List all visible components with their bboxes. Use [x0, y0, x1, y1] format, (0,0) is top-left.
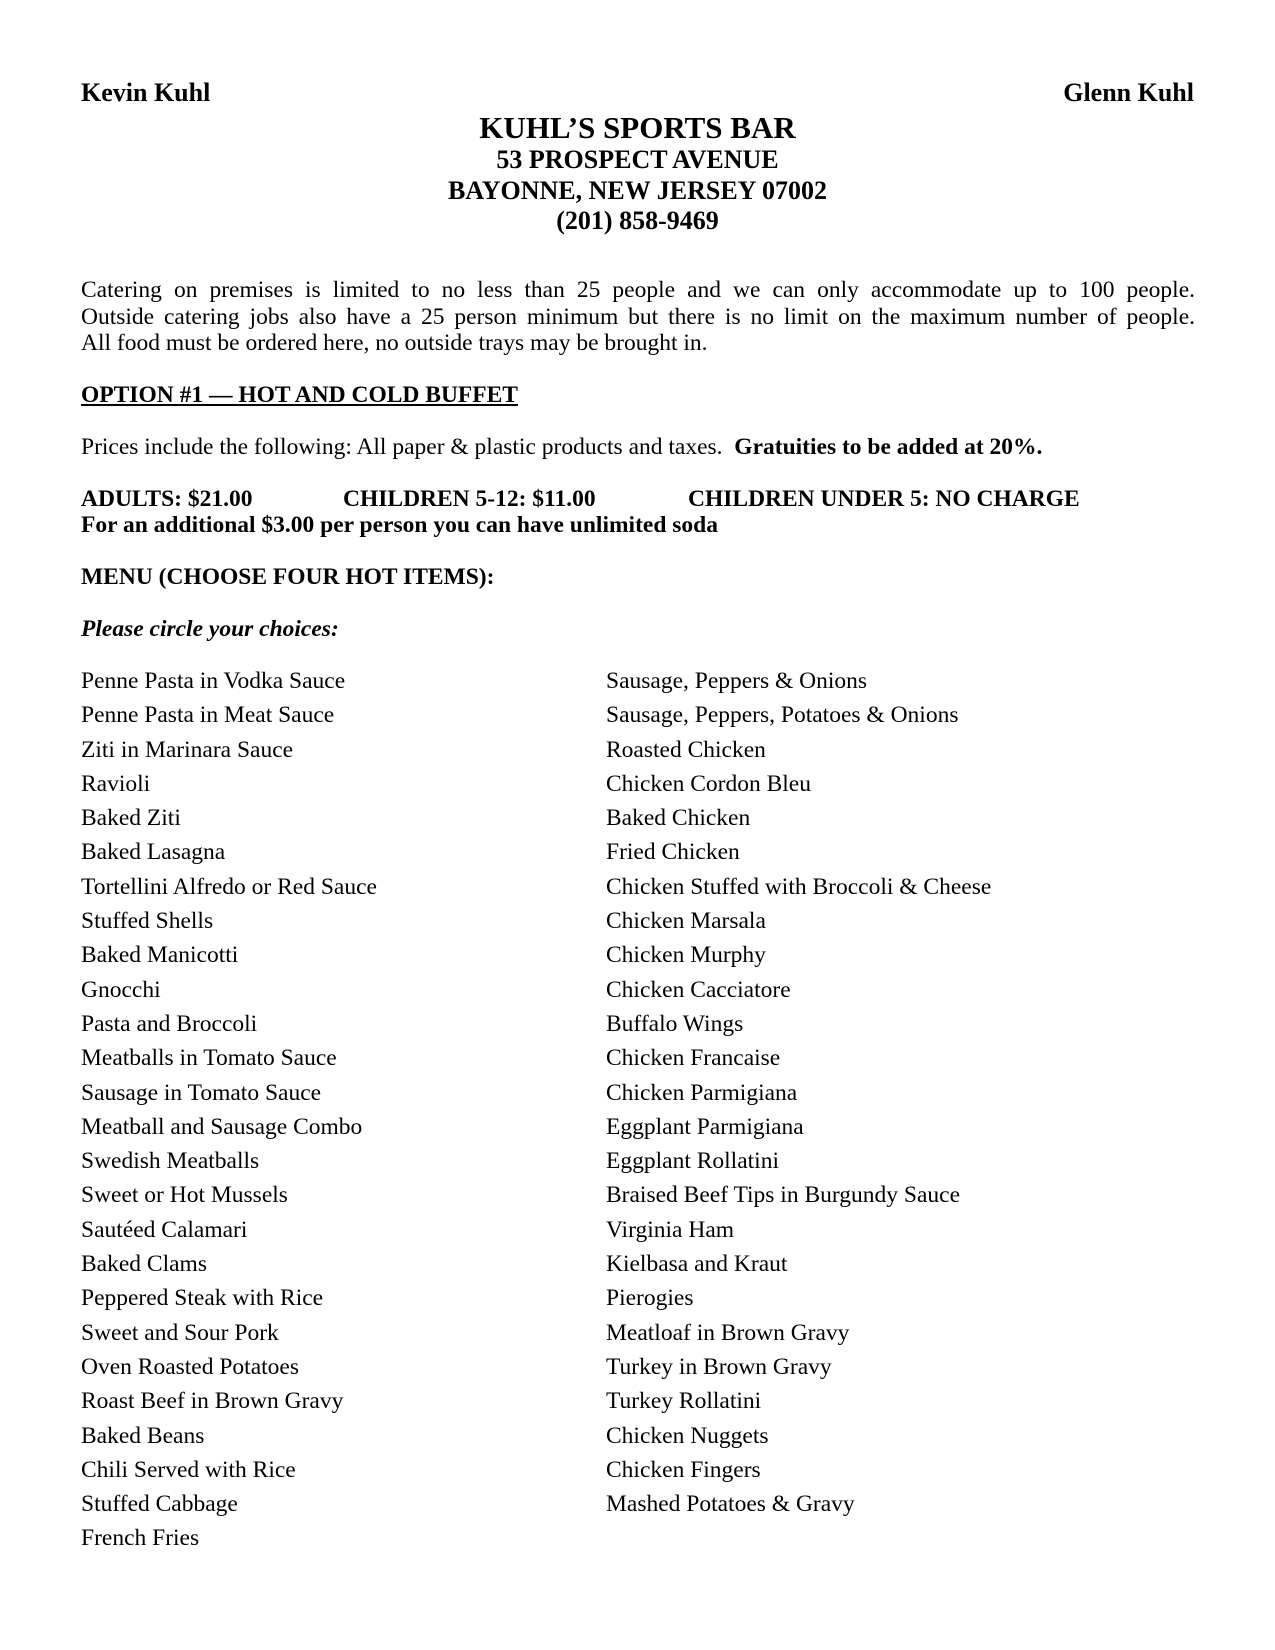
- policy-line: Outside catering jobs also have a 25 person minimum but there is no limit on the maximum number of people.: [81, 303, 1195, 330]
- menu-item: Turkey in Brown Gravy: [606, 1353, 832, 1380]
- menu-item: Gnocchi: [81, 976, 161, 1003]
- menu-item: Chili Served with Rice: [81, 1456, 296, 1483]
- menu-item: Sautéed Calamari: [81, 1216, 248, 1243]
- owner-name-right: Glenn Kuhl: [1063, 78, 1194, 107]
- menu-item: Chicken Nuggets: [606, 1422, 769, 1449]
- menu-item: Oven Roasted Potatoes: [81, 1353, 299, 1380]
- menu-item: Chicken Fingers: [606, 1456, 761, 1483]
- under5-price: CHILDREN UNDER 5: NO CHARGE: [688, 486, 1080, 512]
- menu-item: Sausage in Tomato Sauce: [81, 1079, 322, 1106]
- menu-item: Ravioli: [81, 770, 151, 797]
- menu-item: Fried Chicken: [606, 839, 740, 866]
- menu-item: Penne Pasta in Vodka Sauce: [81, 668, 346, 694]
- menu-item: Turkey Rollatini: [606, 1388, 762, 1415]
- menu-item: Meatballs in Tomato Sauce: [81, 1045, 337, 1072]
- business-title: KUHL’S SPORTS BAR: [479, 110, 796, 145]
- child-price: CHILDREN 5-12: $11.00: [343, 486, 596, 512]
- address-city: BAYONNE, NEW JERSEY 07002: [447, 176, 827, 205]
- menu-item: Buffalo Wings: [606, 1010, 744, 1037]
- menu-item: Swedish Meatballs: [81, 1148, 260, 1175]
- menu-item: Chicken Cordon Bleu: [606, 770, 811, 797]
- menu-item: Peppered Steak with Rice: [81, 1285, 324, 1312]
- menu-item: Eggplant Parmigiana: [606, 1113, 804, 1140]
- menu-item: Mashed Potatoes & Gravy: [606, 1491, 855, 1518]
- menu-item: Sweet or Hot Mussels: [81, 1182, 288, 1209]
- menu-item: Chicken Cacciatore: [606, 976, 791, 1003]
- gratuity-note: Gratuities to be added at 20%.: [734, 434, 1043, 460]
- soda-note: For an additional $3.00 per person you can have unlimited soda: [81, 512, 718, 538]
- menu-item: Chicken Parmigiana: [606, 1079, 798, 1106]
- prices-include: [81, 434, 1042, 461]
- policy-line: Catering on premises is limited to no less than 25 people and we can only accommodate up to 100 people.: [81, 277, 1195, 303]
- menu-item: Stuffed Shells: [81, 908, 214, 935]
- menu-heading: MENU (CHOOSE FOUR HOT ITEMS):: [81, 564, 495, 590]
- menu-list-right: [606, 668, 991, 1525]
- menu-item: Baked Beans: [81, 1422, 205, 1449]
- menu-item: Virginia Ham: [606, 1216, 735, 1243]
- menu-item: Penne Pasta in Meat Sauce: [81, 702, 335, 729]
- menu-list-left: [81, 668, 377, 1560]
- menu-item: Baked Manicotti: [81, 942, 239, 969]
- menu-item: Ziti in Marinara Sauce: [81, 736, 294, 763]
- menu-instruction: Please circle your choices:: [81, 616, 339, 642]
- menu-item: Meatloaf in Brown Gravy: [606, 1319, 850, 1346]
- menu-item: Chicken Marsala: [606, 908, 766, 935]
- menu-item: Sausage, Peppers, Potatoes & Onions: [606, 702, 959, 729]
- address-street: 53 PROSPECT AVENUE: [496, 145, 779, 174]
- menu-item: Sausage, Peppers & Onions: [606, 668, 868, 694]
- menu-item: Sweet and Sour Pork: [81, 1319, 279, 1346]
- menu-item: Roasted Chicken: [606, 736, 766, 763]
- phone-number: (201) 858-9469: [556, 206, 719, 235]
- menu-item: Stuffed Cabbage: [81, 1491, 238, 1518]
- menu-item: Pasta and Broccoli: [81, 1010, 258, 1037]
- menu-item: Baked Ziti: [81, 805, 181, 832]
- menu-item: Chicken Francaise: [606, 1045, 781, 1072]
- menu-item: Roast Beef in Brown Gravy: [81, 1388, 344, 1415]
- menu-item: French Fries: [81, 1525, 200, 1552]
- menu-item: Tortellini Alfredo or Red Sauce: [81, 873, 377, 900]
- policy-line: All food must be ordered here, no outside trays may be brought in.: [81, 330, 708, 356]
- prices-text: Prices include the following: All paper & plastic products and taxes.: [81, 434, 723, 460]
- menu-item: Baked Clams: [81, 1251, 207, 1278]
- menu-item: Braised Beef Tips in Burgundy Sauce: [606, 1182, 961, 1209]
- menu-item: Chicken Murphy: [606, 942, 766, 969]
- catering-policy: [81, 277, 1195, 357]
- owner-name-left: Kevin Kuhl: [81, 78, 211, 107]
- adult-price: ADULTS: $21.00: [81, 486, 253, 512]
- menu-item: Kielbasa and Kraut: [606, 1251, 788, 1278]
- menu-item: Baked Lasagna: [81, 839, 226, 866]
- menu-item: Chicken Stuffed with Broccoli & Cheese: [606, 873, 992, 900]
- menu-item: Baked Chicken: [606, 805, 751, 832]
- menu-item: Eggplant Rollatini: [606, 1148, 779, 1175]
- menu-item: Meatball and Sausage Combo: [81, 1113, 363, 1140]
- menu-item: Pierogies: [606, 1285, 694, 1312]
- option-heading: OPTION #1 — HOT AND COLD BUFFET: [81, 382, 518, 408]
